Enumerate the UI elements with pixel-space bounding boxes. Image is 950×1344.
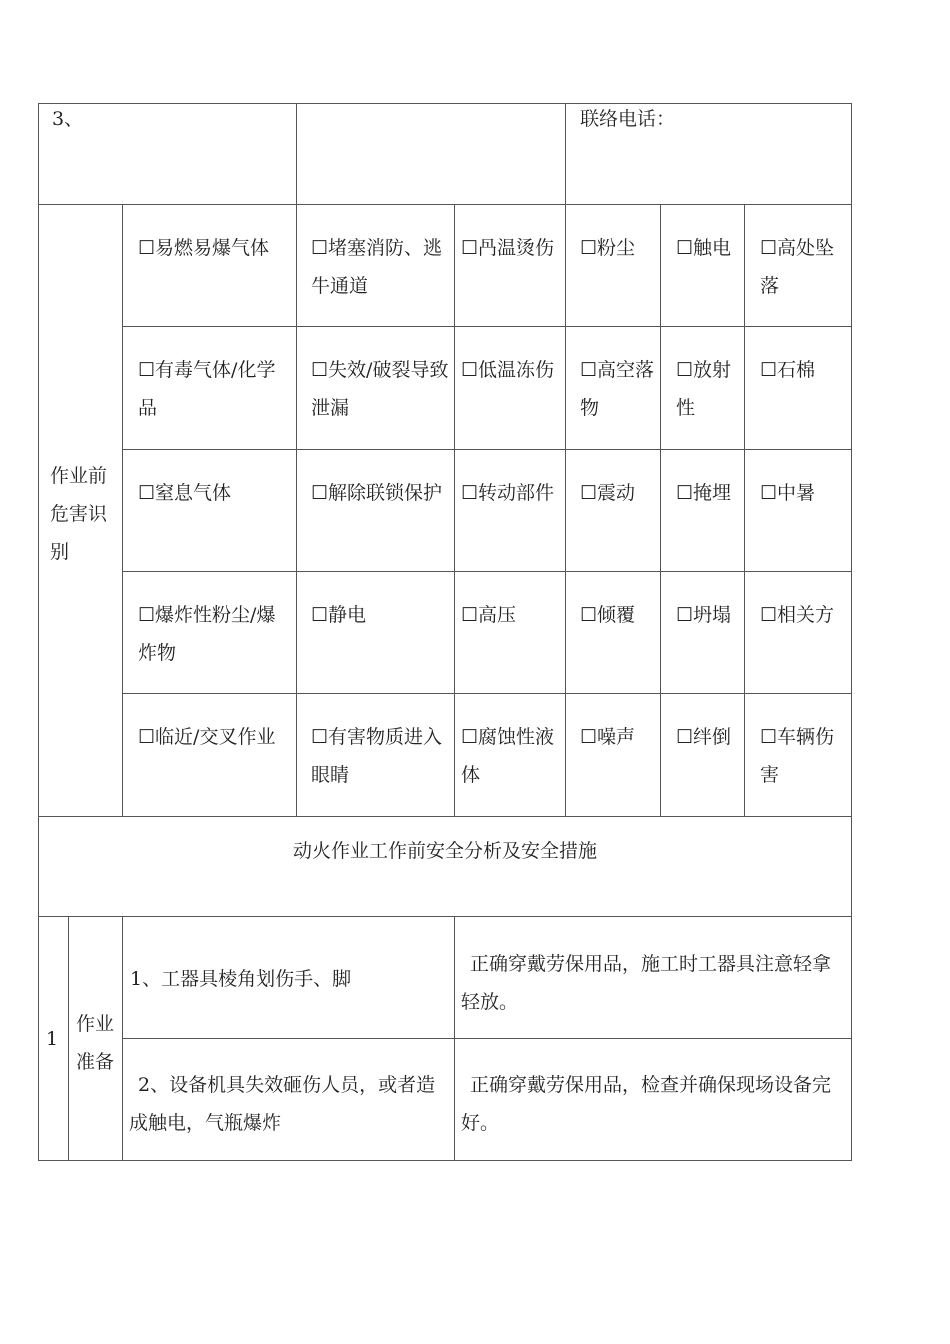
hazard-checkbox-item[interactable] xyxy=(461,229,561,267)
hazard-checkbox-item[interactable] xyxy=(760,596,846,634)
hazard-checkbox-item[interactable] xyxy=(760,229,846,305)
measure-text-2: 正确穿戴劳保用品，检查并确保现场设备完好。 xyxy=(461,1074,832,1134)
hazard-checkbox-item[interactable] xyxy=(676,351,740,427)
col-divider xyxy=(660,204,661,817)
item-number-text: 3、 xyxy=(52,108,84,130)
hazard-checkbox-item[interactable] xyxy=(580,351,656,427)
measure-text-1: 正确穿戴劳保用品，施工时工器具注意轻拿轻放。 xyxy=(461,953,832,1013)
hazard-checkbox-item[interactable] xyxy=(311,229,449,305)
hazard-checkbox-item[interactable] xyxy=(461,718,561,794)
hazard-label: 失效/破裂导致泄漏 xyxy=(311,359,449,419)
col-divider xyxy=(296,103,297,817)
checkbox-icon[interactable]: ☐ xyxy=(676,359,694,381)
hazard-label: 石棉 xyxy=(777,359,816,381)
row-divider xyxy=(38,204,852,205)
hazard-checkbox-item[interactable] xyxy=(580,596,656,634)
contact-phone-label: 联络电话： xyxy=(580,108,676,130)
risk-text-1: 1、工器具棱角划伤手、脚 xyxy=(130,968,352,990)
hazard-checkbox-item[interactable] xyxy=(138,229,292,267)
hazard-label: 爆炸性粉尘/爆炸物 xyxy=(138,604,276,664)
hazard-label: 冎温烫伤 xyxy=(478,237,555,259)
hazard-checkbox-item[interactable] xyxy=(676,596,740,634)
checkbox-icon[interactable]: ☐ xyxy=(461,237,479,259)
analysis-title: 动火作业工作前安全分析及安全措施 xyxy=(292,840,597,862)
hazard-checkbox-item[interactable] xyxy=(461,596,561,634)
hazard-checkbox-item[interactable] xyxy=(311,351,449,427)
checkbox-icon[interactable]: ☐ xyxy=(676,482,694,504)
hazard-label: 放射性 xyxy=(676,359,732,419)
checkbox-icon[interactable]: ☐ xyxy=(760,604,778,626)
col-divider xyxy=(744,204,745,817)
hazard-checkbox-item[interactable] xyxy=(461,351,561,389)
hazard-label: 高处坠落 xyxy=(760,237,835,297)
hazard-checkbox-item[interactable] xyxy=(138,718,292,756)
hazard-label: 静电 xyxy=(328,604,367,626)
checkbox-icon[interactable]: ☐ xyxy=(760,726,778,748)
row-divider xyxy=(38,816,852,817)
hazard-checkbox-item[interactable] xyxy=(311,718,449,794)
hazard-checkbox-item[interactable] xyxy=(311,596,449,634)
checkbox-icon[interactable]: ☐ xyxy=(580,726,598,748)
hazard-checkbox-item[interactable] xyxy=(580,474,656,512)
checkbox-icon[interactable]: ☐ xyxy=(311,359,329,381)
checkbox-icon[interactable]: ☐ xyxy=(580,359,598,381)
checkbox-icon[interactable]: ☐ xyxy=(461,726,479,748)
checkbox-icon[interactable]: ☐ xyxy=(311,604,329,626)
checkbox-icon[interactable]: ☐ xyxy=(311,726,329,748)
row-divider xyxy=(122,693,852,694)
checkbox-icon[interactable]: ☐ xyxy=(760,359,778,381)
checkbox-icon[interactable]: ☐ xyxy=(580,482,598,504)
hazard-label: 窒息气体 xyxy=(155,482,232,504)
hazard-checkbox-item[interactable] xyxy=(138,474,292,512)
checkbox-icon[interactable]: ☐ xyxy=(580,237,598,259)
checkbox-icon[interactable]: ☐ xyxy=(461,359,479,381)
col-divider xyxy=(68,916,69,1161)
checkbox-icon[interactable]: ☐ xyxy=(138,482,156,504)
hazard-checkbox-item[interactable] xyxy=(311,474,449,512)
checkbox-icon[interactable]: ☐ xyxy=(676,237,694,259)
hazard-section-label: 作业前危害识别 xyxy=(50,465,108,563)
hazard-label: 相关方 xyxy=(777,604,835,626)
checkbox-icon[interactable]: ☐ xyxy=(676,726,694,748)
table-border-left xyxy=(38,103,39,1161)
checkbox-icon[interactable]: ☐ xyxy=(760,482,778,504)
table-border-bottom xyxy=(38,1160,852,1161)
row-divider xyxy=(122,449,852,450)
hazard-label: 触电 xyxy=(693,237,732,259)
hazard-label: 高空落物 xyxy=(580,359,655,419)
table-border-top xyxy=(38,103,852,104)
hazard-label: 倾覆 xyxy=(597,604,636,626)
hazard-label: 腐蚀性液体 xyxy=(461,726,555,786)
hazard-label: 车辆伤害 xyxy=(760,726,835,786)
hazard-checkbox-item[interactable] xyxy=(760,718,846,794)
checkbox-icon[interactable]: ☐ xyxy=(138,359,156,381)
checkbox-icon[interactable]: ☐ xyxy=(311,237,329,259)
col-divider xyxy=(122,204,123,817)
hazard-label: 易燃易爆气体 xyxy=(155,237,270,259)
hazard-checkbox-item[interactable] xyxy=(676,229,740,267)
checkbox-icon[interactable]: ☐ xyxy=(760,237,778,259)
col-divider xyxy=(565,103,566,817)
checkbox-icon[interactable]: ☐ xyxy=(461,482,479,504)
hazard-label: 有害物质进入眼睛 xyxy=(311,726,443,786)
hazard-label: 临近/交叉作业 xyxy=(155,726,276,748)
hazard-label: 中暑 xyxy=(777,482,816,504)
step-phase-label: 作业准备 xyxy=(76,1013,115,1073)
row-divider xyxy=(122,1038,852,1039)
row-divider xyxy=(122,571,852,572)
hazard-label: 低温冻伤 xyxy=(478,359,555,381)
checkbox-icon[interactable]: ☐ xyxy=(138,726,156,748)
checkbox-icon[interactable]: ☐ xyxy=(138,237,156,259)
hazard-checkbox-item[interactable] xyxy=(676,474,740,512)
hazard-label: 粉尘 xyxy=(597,237,636,259)
checkbox-icon[interactable]: ☐ xyxy=(676,604,694,626)
checkbox-icon[interactable]: ☐ xyxy=(311,482,329,504)
row-divider xyxy=(122,326,852,327)
hazard-checkbox-item[interactable] xyxy=(461,474,561,512)
hazard-checkbox-item[interactable] xyxy=(580,718,656,756)
hazard-label: 解除联锁保护 xyxy=(328,482,443,504)
checkbox-icon[interactable]: ☐ xyxy=(580,604,598,626)
hazard-checkbox-item[interactable] xyxy=(760,351,846,389)
risk-text-2: 2、设备机具失效砸伤人员，或者造成触电，气瓶爆炸 xyxy=(129,1074,436,1134)
hazard-label: 噪声 xyxy=(597,726,636,748)
table-border-right xyxy=(851,103,852,1161)
hazard-label: 绊倒 xyxy=(693,726,732,748)
hazard-label: 转动部件 xyxy=(478,482,555,504)
hazard-checkbox-item[interactable] xyxy=(138,596,292,672)
hazard-label: 堵塞消防、逃牛通道 xyxy=(311,237,443,297)
step-number: 1 xyxy=(46,1028,59,1050)
hazard-checkbox-item[interactable] xyxy=(676,718,740,756)
col-divider xyxy=(122,916,123,1161)
checkbox-icon[interactable]: ☐ xyxy=(138,604,156,626)
hazard-label: 高压 xyxy=(478,604,517,626)
hazard-label: 掩埋 xyxy=(693,482,732,504)
hazard-label: 有毒气体/化学品 xyxy=(138,359,276,419)
hazard-checkbox-item[interactable] xyxy=(580,229,656,267)
checkbox-icon[interactable]: ☐ xyxy=(461,604,479,626)
hazard-label: 坍塌 xyxy=(693,604,732,626)
col-divider xyxy=(454,916,455,1161)
hazard-checkbox-item[interactable] xyxy=(138,351,292,427)
hazard-label: 震动 xyxy=(597,482,636,504)
hazard-checkbox-item[interactable] xyxy=(760,474,846,512)
col-divider xyxy=(454,204,455,817)
row-divider xyxy=(38,916,852,917)
